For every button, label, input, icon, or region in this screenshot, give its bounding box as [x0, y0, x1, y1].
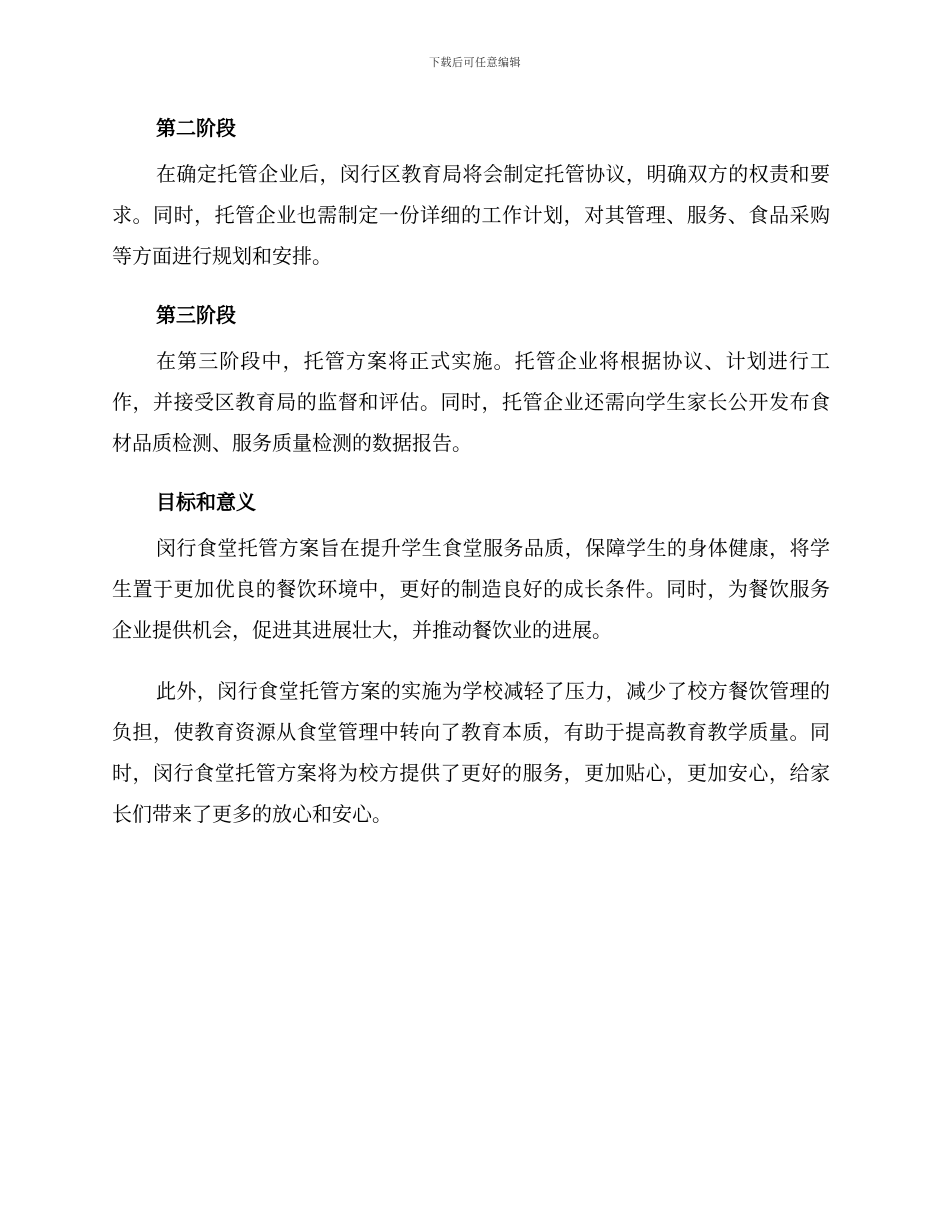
page-header: 下载后可任意编辑 — [429, 56, 521, 69]
body-paragraph: 在确定托管企业后，闵行区教育局将会制定托管协议，明确双方的权责和要求。同时，托管企业也需制定一份详细的工作计划，对其管理、服务、食品采购等方面进行规划和安排。 — [112, 162, 830, 268]
body-paragraph: 闵行食堂托管方案旨在提升学生食堂服务品质，保障学生的身体健康，将学生置于更加优良的餐饮环境中，更好的制造良好的成长条件。同时，为餐饮服务企业提供机会，促进其进展壮大，并推动餐饮业的进展。 — [112, 536, 830, 642]
section-heading: 目标和意义 — [156, 490, 256, 514]
body-paragraph: 在第三阶段中，托管方案将正式实施。托管企业将根据协议、计划进行工作，并接受区教育局的监督和评估。同时，托管企业还需向学生家长公开发布食材品质检测、服务质量检测的数据报告。 — [112, 349, 830, 455]
section-heading: 第二阶段 — [156, 116, 236, 140]
document-body — [112, 110, 830, 855]
section-heading: 第三阶段 — [156, 303, 236, 327]
body-paragraph: 此外，闵行食堂托管方案的实施为学校减轻了压力，减少了校方餐饮管理的负担，使教育资源从食堂管理中转向了教育本质，有助于提高教育教学质量。同时，闵行食堂托管方案将为校方提供了更好的服务，更加贴心，更加安心，给家长们带来了更多的放心和安心。 — [112, 679, 830, 826]
